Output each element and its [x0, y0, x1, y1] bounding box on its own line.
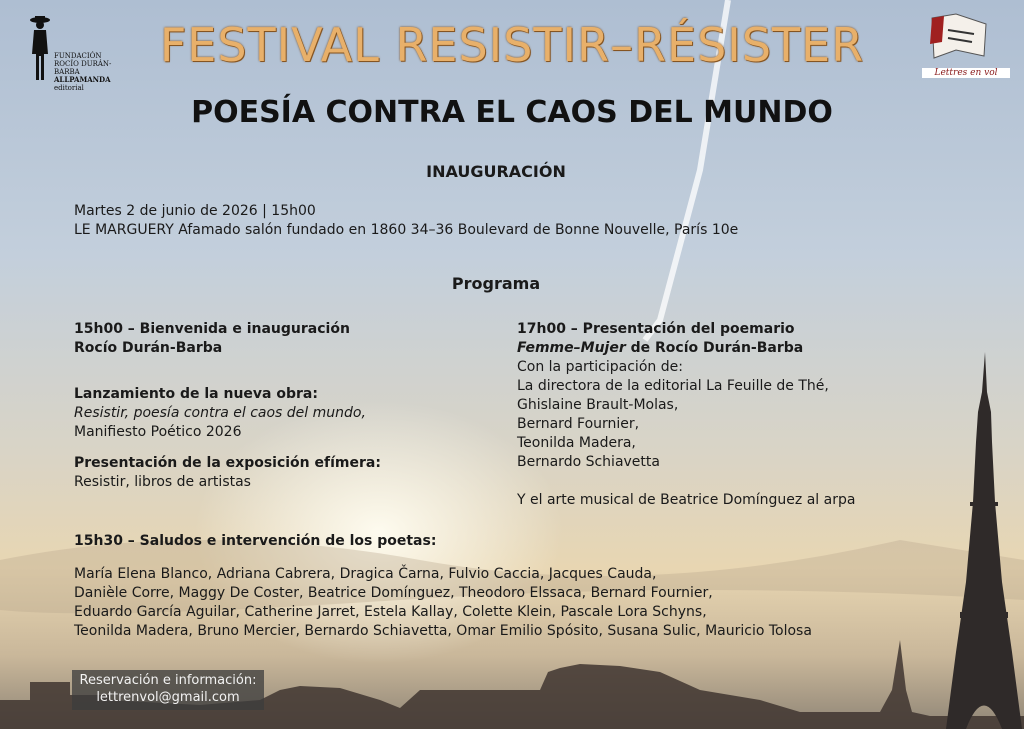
- music-line: Y el arte musical de Beatrice Domínguez al arpa: [517, 492, 856, 508]
- reservation-email[interactable]: lettrenvol@gmail.com: [96, 690, 240, 705]
- logo-text-1: FUNDACIÓN: [54, 52, 102, 60]
- logo-text-4: editorial: [54, 84, 84, 92]
- welcome-host: Rocío Durán-Barba: [74, 340, 223, 356]
- venue-line: LE MARGUERY Afamado salón fundado en 1860 34–36 Boulevard de Bonne Nouvelle, París 10e: [74, 222, 739, 238]
- launch-sub: Manifiesto Poético 2026: [74, 424, 242, 440]
- festival-title: FESTIVAL RESISTIR–RÉSISTER: [159, 18, 865, 72]
- launch-title: Lanzamiento de la nueva obra:: [74, 386, 318, 402]
- participant-line: Bernard Fournier,: [517, 416, 640, 432]
- poets-section: [74, 532, 914, 641]
- logo-text-2: ROCÍO DURÁN-BARBA: [54, 60, 112, 76]
- poets-title: 15h30 – Saludos e intervención de los poetas:: [74, 533, 437, 549]
- eiffel-tower-silhouette: [932, 352, 1022, 729]
- program-heading: Programa: [451, 274, 541, 293]
- participant-line: Teonilda Madera,: [517, 435, 636, 451]
- welcome-title: 15h00 – Bienvenida e inauguración: [74, 321, 350, 337]
- date-line: Martes 2 de junio de 2026 | 15h00: [74, 203, 316, 219]
- logo-text-3: ALLPAMANDA: [54, 75, 111, 84]
- participant-line: Con la participación de:: [517, 359, 683, 375]
- poetry-book-author: de Rocío Durán-Barba: [625, 340, 804, 356]
- program-left-column: [74, 320, 474, 492]
- logo-caption: Lettres en vol: [922, 68, 1010, 78]
- participant-line: La directora de la editorial La Feuille de Thé,: [517, 378, 829, 394]
- poetry-book-line: [517, 339, 917, 358]
- section-heading: INAUGURACIÓN: [426, 162, 566, 181]
- participant-line: Bernardo Schiavetta: [517, 454, 660, 470]
- poets-line: Teonilda Madera, Bruno Mercier, Bernardo Schiavetta, Omar Emilio Spósito, Susana Sulic, Mauricio Tolosa: [74, 623, 812, 639]
- poets-line: Danièle Corre, Maggy De Coster, Beatrice Domínguez, Theodoro Elssaca, Bernard Fournier,: [74, 585, 713, 601]
- participant-line: Ghislaine Brault-Molas,: [517, 397, 679, 413]
- exhibition-sub: Resistir, libros de artistas: [74, 474, 251, 490]
- program-right-column: [517, 320, 917, 510]
- poets-line: María Elena Blanco, Adriana Cabrera, Dragica Čarna, Fulvio Caccia, Jacques Cauda,: [74, 566, 657, 582]
- festival-subtitle: POESÍA CONTRA EL CAOS DEL MUNDO: [191, 95, 833, 130]
- reservation-label: Reservación e información:: [79, 673, 257, 688]
- poetry-book-title: 17h00 – Presentación del poemario: [517, 321, 795, 337]
- poetry-book-name: Femme–Mujer: [517, 340, 626, 356]
- exhibition-title: Presentación de la exposición efímera:: [74, 455, 381, 471]
- launch-work: Resistir, poesía contra el caos del mundo,: [74, 405, 366, 421]
- poets-line: Eduardo García Aguilar, Catherine Jarret, Estela Kallay, Colette Klein, Pascale Lora Schyns,: [74, 604, 707, 620]
- reservation-box: [72, 670, 264, 710]
